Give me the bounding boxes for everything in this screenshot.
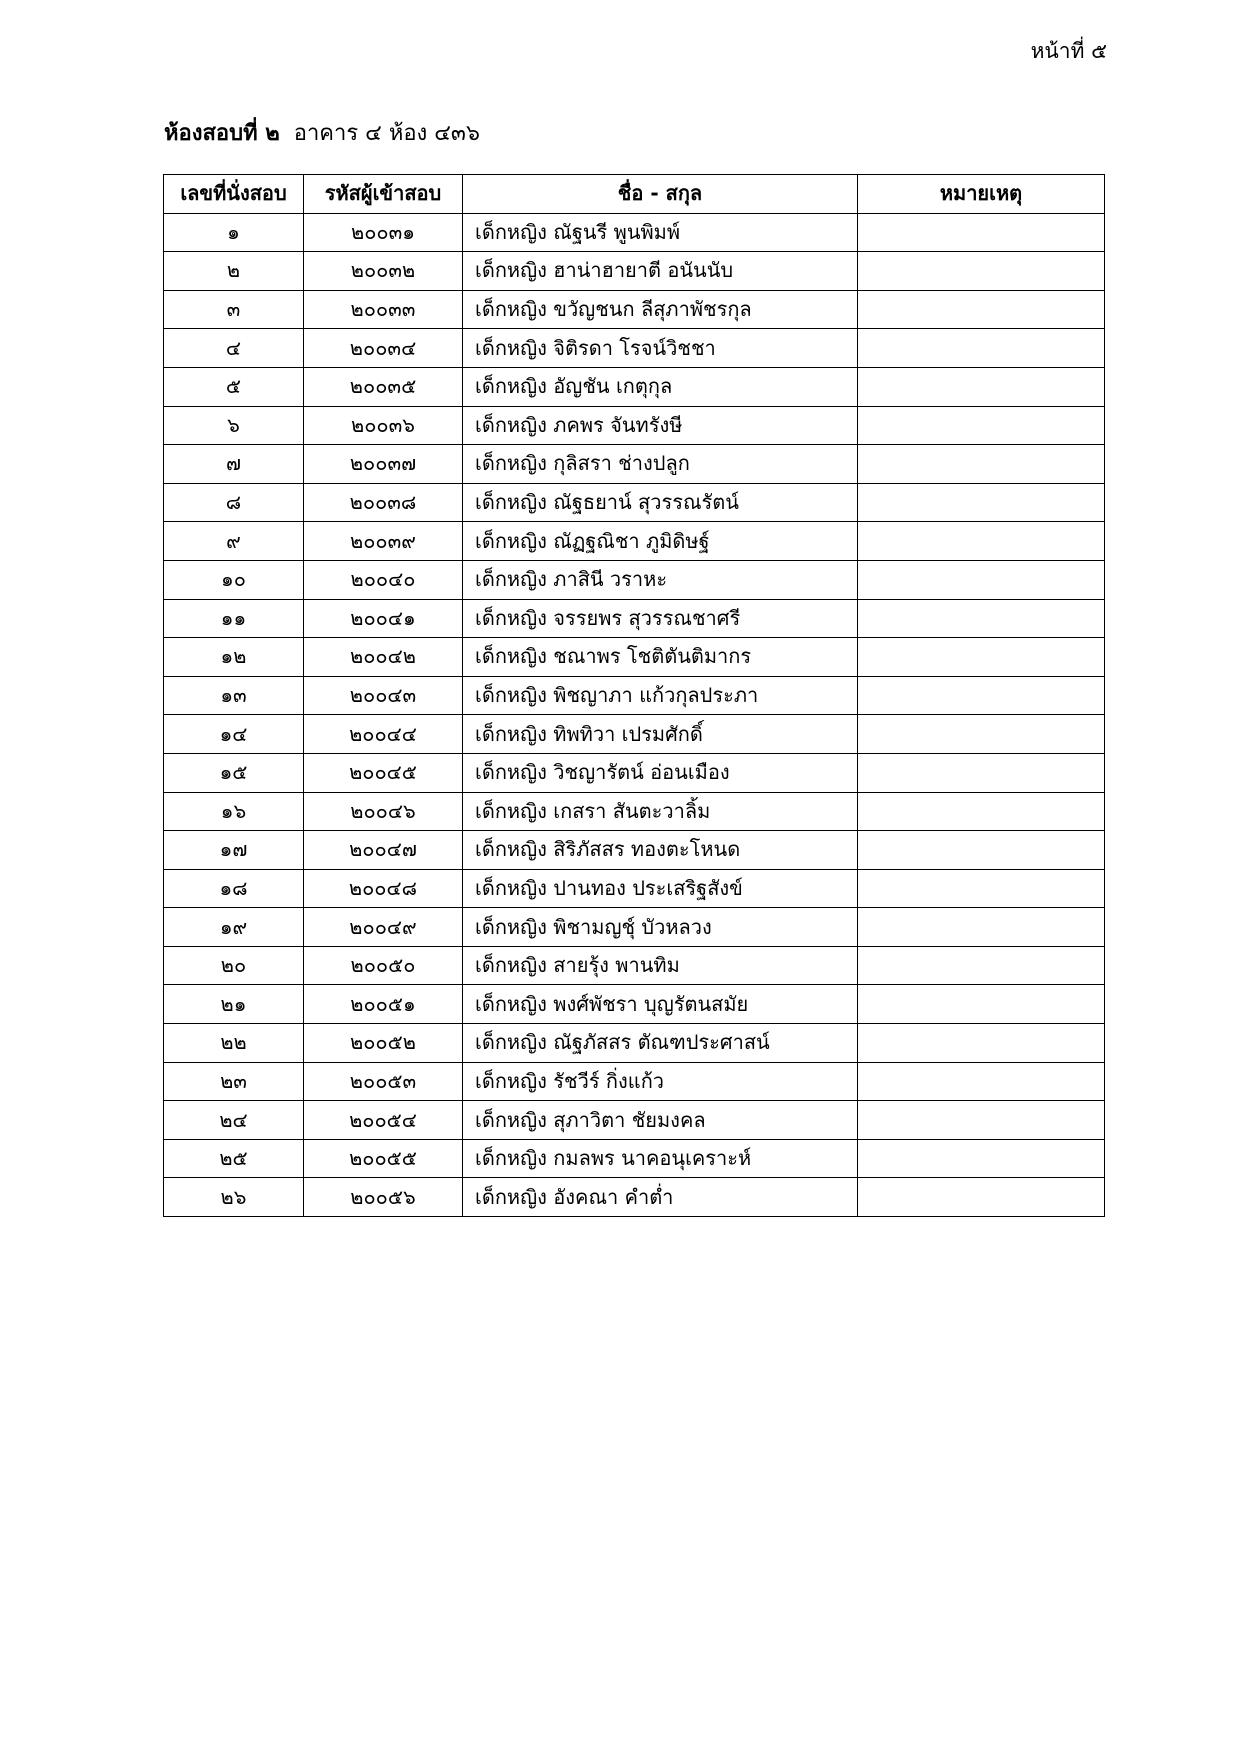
table-row — [164, 367, 1105, 406]
cell-remark — [858, 638, 1105, 677]
column-header-name: ชื่อ - สกุล — [463, 175, 858, 214]
cell-candidate-code: ๒๐๐๕๒ — [304, 1024, 463, 1063]
table-body — [164, 213, 1105, 1216]
cell-remark — [858, 1024, 1105, 1063]
cell-remark — [858, 1101, 1105, 1140]
column-header-note: หมายเหตุ — [858, 175, 1105, 214]
table-row — [164, 252, 1105, 291]
table-row — [164, 908, 1105, 947]
cell-remark — [858, 715, 1105, 754]
cell-remark — [858, 908, 1105, 947]
cell-remark — [858, 1139, 1105, 1178]
table-row — [164, 483, 1105, 522]
cell-candidate-code: ๒๐๐๓๗ — [304, 445, 463, 484]
cell-seat-number: ๓ — [164, 290, 304, 329]
cell-full-name: เด็กหญิง ณัฏฐณิชา ภูมิดิษฐ์ — [463, 522, 858, 561]
cell-candidate-code: ๒๐๐๕๓ — [304, 1062, 463, 1101]
cell-candidate-code: ๒๐๐๔๕ — [304, 753, 463, 792]
cell-candidate-code: ๒๐๐๔๔ — [304, 715, 463, 754]
cell-remark — [858, 985, 1105, 1024]
cell-full-name: เด็กหญิง เกสรา สันตะวาลิ้ม — [463, 792, 858, 831]
cell-remark — [858, 483, 1105, 522]
cell-seat-number: ๑๒ — [164, 638, 304, 677]
cell-remark — [858, 252, 1105, 291]
cell-candidate-code: ๒๐๐๕๕ — [304, 1139, 463, 1178]
cell-candidate-code: ๒๐๐๔๗ — [304, 831, 463, 870]
table-row — [164, 406, 1105, 445]
cell-seat-number: ๑๐ — [164, 560, 304, 599]
cell-candidate-code: ๒๐๐๓๕ — [304, 367, 463, 406]
column-header-code: รหัสผู้เข้าสอบ — [304, 175, 463, 214]
cell-remark — [858, 676, 1105, 715]
table-row — [164, 213, 1105, 252]
table-row — [164, 946, 1105, 985]
cell-seat-number: ๒๒ — [164, 1024, 304, 1063]
table-row — [164, 715, 1105, 754]
cell-full-name: เด็กหญิง ณัฐภัสสร ตัณฑประศาสน์ — [463, 1024, 858, 1063]
room-label: ห้องสอบที่ ๒ — [164, 121, 280, 146]
cell-remark — [858, 560, 1105, 599]
cell-remark — [858, 869, 1105, 908]
cell-full-name: เด็กหญิง ชณาพร โชติตันติมากร — [463, 638, 858, 677]
room-title — [164, 118, 480, 150]
cell-full-name: เด็กหญิง พิชญาภา แก้วกุลประภา — [463, 676, 858, 715]
cell-candidate-code: ๒๐๐๓๖ — [304, 406, 463, 445]
table-header-row — [164, 175, 1105, 214]
table-row — [164, 676, 1105, 715]
cell-full-name: เด็กหญิง พงศ์พัชรา บุญรัตนสมัย — [463, 985, 858, 1024]
cell-candidate-code: ๒๐๐๔๘ — [304, 869, 463, 908]
cell-full-name: เด็กหญิง จิติรดา โรจน์วิชชา — [463, 329, 858, 368]
table-row — [164, 869, 1105, 908]
cell-seat-number: ๒๕ — [164, 1139, 304, 1178]
cell-full-name: เด็กหญิง อังคณา คำต่ำ — [463, 1178, 858, 1217]
cell-candidate-code: ๒๐๐๔๒ — [304, 638, 463, 677]
cell-full-name: เด็กหญิง ขวัญชนก ลีสุภาพัชรกุล — [463, 290, 858, 329]
cell-seat-number: ๑ — [164, 213, 304, 252]
seat-table — [163, 174, 1105, 1217]
table-row — [164, 1139, 1105, 1178]
table-row — [164, 1101, 1105, 1140]
cell-remark — [858, 753, 1105, 792]
cell-candidate-code: ๒๐๐๔๙ — [304, 908, 463, 947]
cell-seat-number: ๑๔ — [164, 715, 304, 754]
cell-seat-number: ๒ — [164, 252, 304, 291]
cell-remark — [858, 1062, 1105, 1101]
room-detail: อาคาร ๔ ห้อง ๔๓๖ — [293, 121, 480, 146]
cell-seat-number: ๑๙ — [164, 908, 304, 947]
cell-candidate-code: ๒๐๐๔๑ — [304, 599, 463, 638]
cell-remark — [858, 290, 1105, 329]
cell-remark — [858, 329, 1105, 368]
cell-full-name: เด็กหญิง ปานทอง ประเสริฐสังข์ — [463, 869, 858, 908]
cell-seat-number: ๑๑ — [164, 599, 304, 638]
cell-remark — [858, 213, 1105, 252]
table-row — [164, 1024, 1105, 1063]
cell-seat-number: ๒๑ — [164, 985, 304, 1024]
cell-seat-number: ๒๔ — [164, 1101, 304, 1140]
cell-remark — [858, 367, 1105, 406]
cell-full-name: เด็กหญิง อัญชัน เกตุกุล — [463, 367, 858, 406]
cell-candidate-code: ๒๐๐๓๓ — [304, 290, 463, 329]
table-row — [164, 290, 1105, 329]
cell-candidate-code: ๒๐๐๕๑ — [304, 985, 463, 1024]
cell-candidate-code: ๒๐๐๕๖ — [304, 1178, 463, 1217]
table-row — [164, 831, 1105, 870]
cell-candidate-code: ๒๐๐๓๙ — [304, 522, 463, 561]
cell-remark — [858, 946, 1105, 985]
cell-seat-number: ๑๖ — [164, 792, 304, 831]
cell-seat-number: ๑๗ — [164, 831, 304, 870]
cell-remark — [858, 445, 1105, 484]
page-number: หน้าที่ ๕ — [1030, 39, 1107, 63]
cell-remark — [858, 522, 1105, 561]
cell-full-name: เด็กหญิง จรรยพร สุวรรณชาศรี — [463, 599, 858, 638]
cell-full-name: เด็กหญิง ภาสินี วราหะ — [463, 560, 858, 599]
cell-seat-number: ๑๘ — [164, 869, 304, 908]
cell-full-name: เด็กหญิง รัชวีร์ กิ่งแก้ว — [463, 1062, 858, 1101]
cell-remark — [858, 1178, 1105, 1217]
table-row — [164, 599, 1105, 638]
cell-full-name: เด็กหญิง สุภาวิตา ชัยมงคล — [463, 1101, 858, 1140]
cell-full-name: เด็กหญิง ฮาน่าฮายาตี อนันนับ — [463, 252, 858, 291]
cell-full-name: เด็กหญิง สิริภัสสร ทองตะโหนด — [463, 831, 858, 870]
cell-seat-number: ๔ — [164, 329, 304, 368]
cell-remark — [858, 406, 1105, 445]
cell-seat-number: ๙ — [164, 522, 304, 561]
table-row — [164, 1178, 1105, 1217]
cell-seat-number: ๒๓ — [164, 1062, 304, 1101]
cell-seat-number: ๒๖ — [164, 1178, 304, 1217]
column-header-seat: เลขที่นั่งสอบ — [164, 175, 304, 214]
cell-full-name: เด็กหญิง ทิพทิวา เปรมศักดิ์ — [463, 715, 858, 754]
cell-seat-number: ๕ — [164, 367, 304, 406]
cell-remark — [858, 599, 1105, 638]
table-row — [164, 985, 1105, 1024]
cell-seat-number: ๗ — [164, 445, 304, 484]
cell-seat-number: ๑๕ — [164, 753, 304, 792]
cell-seat-number: ๑๓ — [164, 676, 304, 715]
cell-full-name: เด็กหญิง ภคพร จันทรังษี — [463, 406, 858, 445]
cell-remark — [858, 792, 1105, 831]
cell-seat-number: ๒๐ — [164, 946, 304, 985]
table-row — [164, 753, 1105, 792]
table-row — [164, 638, 1105, 677]
cell-remark — [858, 831, 1105, 870]
table-row — [164, 329, 1105, 368]
cell-candidate-code: ๒๐๐๔๐ — [304, 560, 463, 599]
cell-seat-number: ๘ — [164, 483, 304, 522]
cell-full-name: เด็กหญิง วิชญารัตน์ อ่อนเมือง — [463, 753, 858, 792]
table-row — [164, 792, 1105, 831]
table-row — [164, 445, 1105, 484]
cell-full-name: เด็กหญิง ณัฐธยาน์ สุวรรณรัตน์ — [463, 483, 858, 522]
cell-seat-number: ๖ — [164, 406, 304, 445]
table-row — [164, 1062, 1105, 1101]
cell-candidate-code: ๒๐๐๕๔ — [304, 1101, 463, 1140]
cell-candidate-code: ๒๐๐๓๒ — [304, 252, 463, 291]
cell-full-name: เด็กหญิง พิชามญชุ์ บัวหลวง — [463, 908, 858, 947]
cell-full-name: เด็กหญิง สายรุ้ง พานทิม — [463, 946, 858, 985]
cell-candidate-code: ๒๐๐๕๐ — [304, 946, 463, 985]
cell-candidate-code: ๒๐๐๔๓ — [304, 676, 463, 715]
cell-candidate-code: ๒๐๐๔๖ — [304, 792, 463, 831]
cell-candidate-code: ๒๐๐๓๘ — [304, 483, 463, 522]
cell-candidate-code: ๒๐๐๓๔ — [304, 329, 463, 368]
cell-candidate-code: ๒๐๐๓๑ — [304, 213, 463, 252]
cell-full-name: เด็กหญิง กมลพร นาคอนุเคราะห์ — [463, 1139, 858, 1178]
table-row — [164, 522, 1105, 561]
cell-full-name: เด็กหญิง กุลิสรา ช่างปลูก — [463, 445, 858, 484]
table-row — [164, 560, 1105, 599]
cell-full-name: เด็กหญิง ณัฐนรี พูนพิมพ์ — [463, 213, 858, 252]
